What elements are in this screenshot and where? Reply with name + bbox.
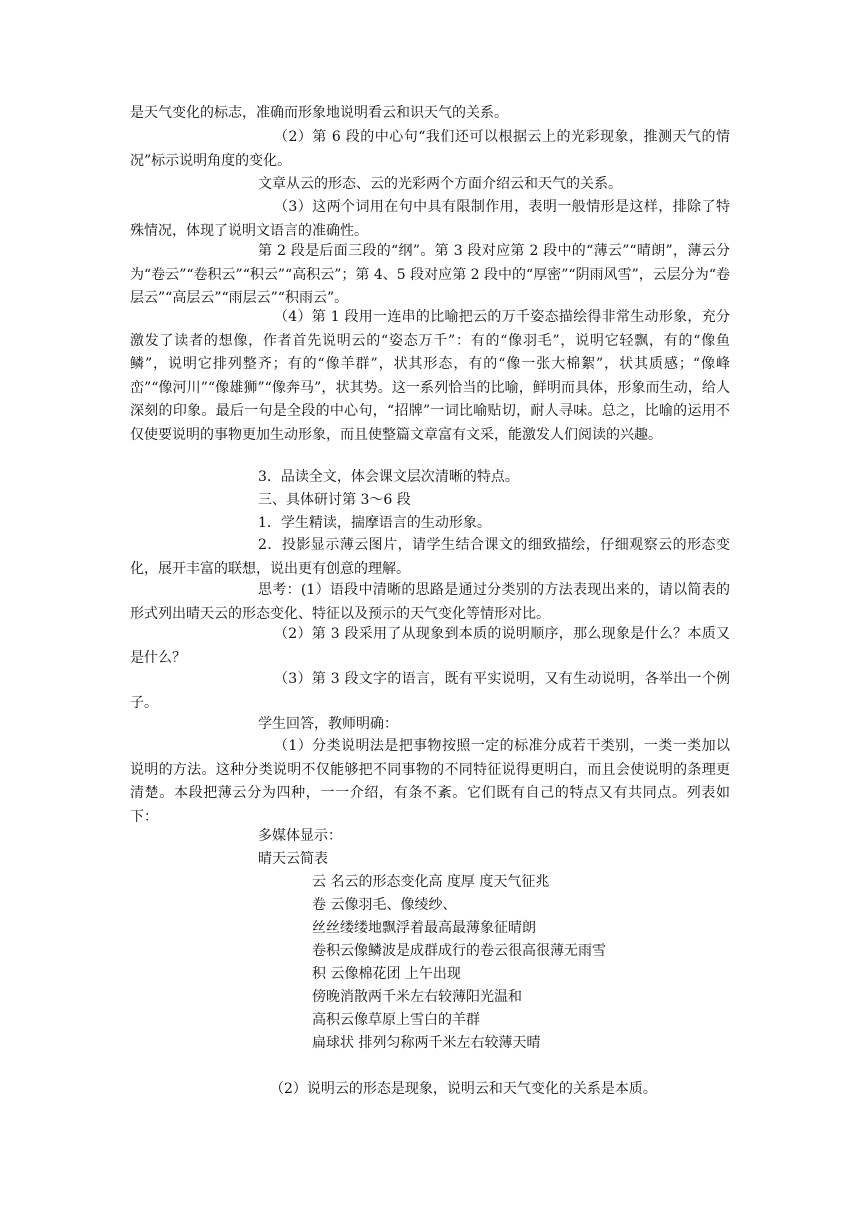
paragraph-6: （4）第 1 段用一连串的比喻把云的万千姿态描绘得非常生动形象，充分激发了读者的想像，作者首先说明云的“姿态万千”：有的“像羽毛”，说明它轻飘，有的“像鱼鳞”，说明它排列整齐；有的“像羊群”，状其形态，有的“像一张大棉絮”，状其质感；“像峰峦”“像河川”“像雄狮”“像奔马”，状其势。这一系列恰当的比喻，鲜明而具体，形象而生动，给人深刻的印象。最后一句是全段的中心句，“招牌”一词比喻贴切，耐人寻味。总之，比喻的运用不仅使要说明的事物更加生动形象，而且使整篇文章富有文采，能激发人们阅读的兴趣。 [130, 309, 730, 443]
paragraph-10: 思考：(1）语段中清晰的思路是通过分类别的方法表现出来的，请以简表的形式列出晴天云的形态变化、特征以及预示的天气变化等情形对比。 [130, 582, 730, 622]
table-line-4: 卷积云像鳞波是成群成行的卷云很高很薄无雨雪 [312, 943, 606, 959]
paragraph-2: （2）第 6 段的中心句“我们还可以根据云上的光彩现象，推测天气的情况”标示说明角度的变化。 [130, 129, 730, 169]
table-line-3: 丝丝缕缕地飘浮着最高最薄象征晴朗 [312, 920, 536, 936]
table-line-6: 傍晚消散两千米左右较薄阳光温和 [312, 989, 522, 1005]
paragraph-13: 学生回答，教师明确： [258, 716, 398, 732]
table-line-1: 云 名云的形态变化高 度厚 度天气征兆 [312, 874, 550, 890]
paragraph-14: （1）分类说明法是把事物按照一定的标准分成若干类别，一类一类加以说明的方法。这种分类说明不仅能够把不同事物的不同特征说得更明白，而且会使说明的条理更清楚。本段把薄云分为四种，一一介绍，有条不紊。它们既有自己的特点又有共同点。列表如下： [130, 738, 730, 825]
table-line-8: 扁球状 排列匀称两千米左右较薄天晴 [312, 1035, 541, 1051]
paragraph-12: （3）第 3 段文字的语言，既有平实说明，又有生动说明，各举出一个例子。 [130, 671, 730, 711]
paragraph-final: （2）说明云的形态是现象，说明云和天气变化的关系是本质。 [270, 1081, 657, 1097]
paragraph-5: 第 2 段是后面三段的“纲”。第 3 段对应第 2 段中的“薄云”“晴朗”，薄云分为“卷云”“卷积云”“积云”“高积云”；第 4、5 段对应第 2 段中的“厚密”“阴雨风雪”，云层分为“卷层云”“高层云”“雨层云”“积雨云”。 [130, 243, 730, 306]
table-title: 晴天云简表 [258, 851, 328, 867]
paragraph-11: （2）第 3 段采用了从现象到本质的说明顺序，那么现象是什么？本质又是什么？ [130, 626, 730, 666]
table-line-7: 高积云像草原上雪白的羊群 [312, 1012, 480, 1028]
section-heading: 三、具体研讨第 3～6 段 [258, 492, 411, 508]
paragraph-8: 1．学生精读，揣摩语言的生动形象。 [258, 515, 491, 531]
paragraph-7: 3．品读全文，体会课文层次清晰的特点。 [258, 469, 519, 485]
paragraph-3: 文章从云的形态、云的光彩两个方面介绍云和天气的关系。 [258, 176, 622, 192]
table-line-2: 卷 云像羽毛、像绫纱、 [312, 897, 457, 913]
paragraph-4: （3）这两个词用在句中具有限制作用，表明一般情形是这样，排除了特殊情况，体现了说明文语言的准确性。 [130, 199, 730, 239]
media-label: 多媒体显示： [258, 828, 342, 844]
table-line-5: 积 云像棉花团 上午出现 [312, 966, 461, 982]
paragraph-9: 2．投影显示薄云图片，请学生结合课文的细致描绘，仔细观察云的形态变化，展开丰富的联想，说出更有创意的理解。 [130, 537, 730, 577]
paragraph-1: 是天气变化的标志，准确而形象地说明看云和识天气的关系。 [130, 105, 508, 121]
